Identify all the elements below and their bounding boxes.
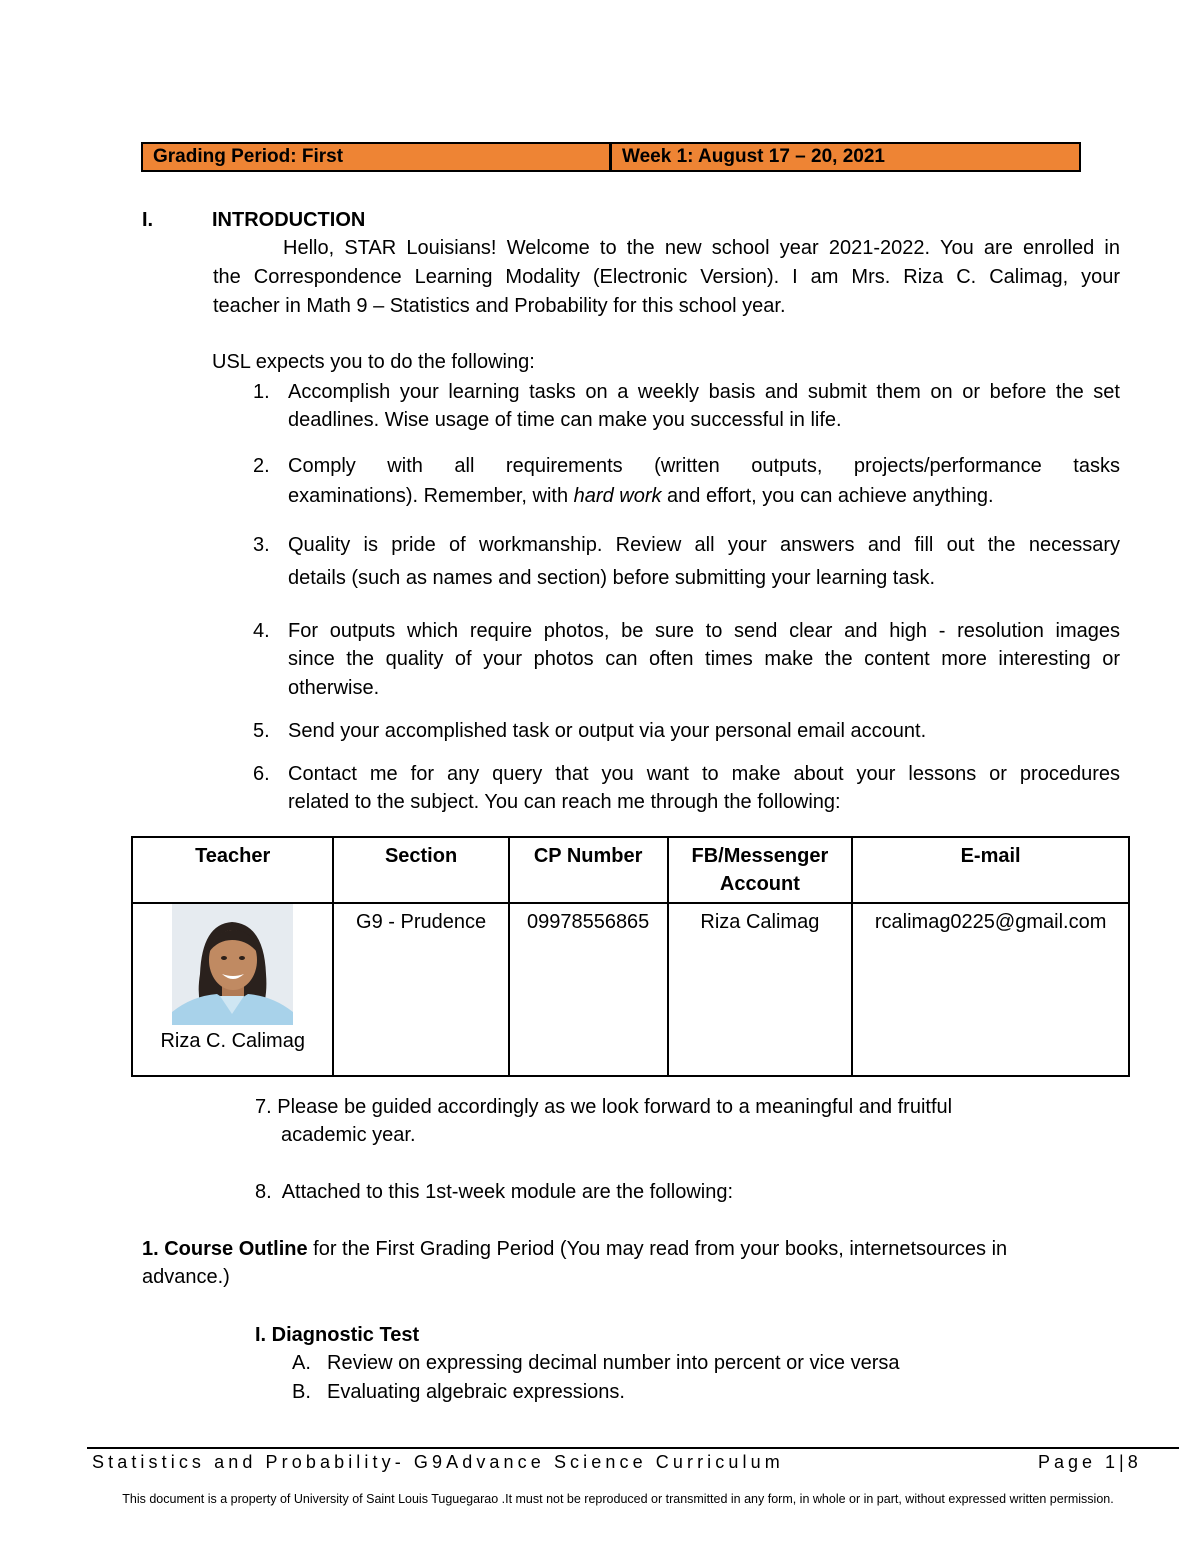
list-item-line: Send your accomplished task or output via your personal email account. [288,720,927,742]
header-section: Section [333,837,508,903]
list-item-line: examinations). Remember, with hard work and effort, you can achieve anything. [288,485,994,507]
list-item-number: 4. [253,620,270,642]
section-heading: INTRODUCTION [212,209,366,231]
fb-account-cell: Riza Calimag [668,903,853,1076]
list-item-line: Quality is pride of workmanship. Review all your answers and fill out the necessary [288,534,1120,556]
list-item-number: 6. [253,763,270,785]
teacher-name: Riza C. Calimag [160,1030,305,1052]
header-fb-account: FB/Messenger Account [668,837,853,903]
sub-item-letter: A. [292,1352,311,1374]
table-row [132,903,1129,1076]
list-item-number: 1. [253,381,270,403]
course-outline-line1: 1. Course Outline for the First Grading Period (You may read from your books, internetsources in [142,1238,1008,1260]
footer-divider [87,1447,1179,1449]
list-item-number: 2. [253,455,270,477]
header-cp-number: CP Number [509,837,668,903]
table-header-row [132,837,1129,903]
list-item-line: since the quality of your photos can often times make the content more interesting or [288,648,1120,670]
header-teacher: Teacher [132,837,333,903]
cp-number-cell: 09978556865 [509,903,668,1076]
email-cell: rcalimag0225@gmail.com [852,903,1129,1076]
list-item-line: Accomplish your learning tasks on a weekly basis and submit them on or before the set [288,381,1120,403]
sub-item-letter: B. [292,1381,311,1403]
grading-period: Grading Period: First [143,144,612,170]
intro-paragraph-line1: Hello, STAR Louisians! Welcome to the new school year 2021-2022. You are enrolled in [283,237,1120,259]
course-outline-line2: advance.) [142,1266,230,1288]
footer-course-title: Statistics and Probability- G9Advance Science Curriculum [92,1452,784,1472]
teacher-portrait-image [172,904,293,1025]
list-item-line: otherwise. [288,677,380,699]
teacher-cell [132,903,333,1076]
list-item-line: related to the subject. You can reach me through the following: [288,791,841,813]
contact-table [131,836,1130,1077]
list-item-line: deadlines. Wise usage of time can make you successful in life. [288,409,842,431]
list-item-number: 3. [253,534,270,556]
intro-paragraph-line2: the Correspondence Learning Modality (Electronic Version). I am Mrs. Riza C. Calimag, your [213,266,1120,288]
list-item-number: 5. [253,720,270,742]
list-item-line: For outputs which require photos, be sure to send clear and high - resolution images [288,620,1120,642]
intro-paragraph-line3: teacher in Math 9 – Statistics and Probability for this school year. [213,295,786,317]
emphasis-text: hard work [573,485,662,507]
teacher-photo [172,904,293,1025]
list-item-line: Contact me for any query that you want to make about your lessons or procedures [288,763,1120,785]
list-item-line: Comply with all requirements (written outputs, projects/performance tasks [288,455,1120,477]
expects-label: USL expects you to do the following: [212,351,535,373]
sub-item-text: Evaluating algebraic expressions. [327,1381,625,1403]
week-label: Week 1: August 17 – 20, 2021 [622,146,885,167]
item-8: 8. Attached to this 1st-week module are the following: [255,1181,734,1203]
section-cell: G9 - Prudence [333,903,508,1076]
sub-item-text: Review on expressing decimal number into percent or vice versa [327,1352,900,1374]
footer-disclaimer: This document is a property of University of Saint Louis Tuguegarao .It must not be reproduced or transmitted in any form, in whole or in part, without expressed written permission. [122,1492,1114,1506]
item-7-line1: 7. Please be guided accordingly as we look forward to a meaningful and fruitful [255,1096,953,1118]
section-numeral: I. [142,209,154,231]
grading-header-bar [141,142,1081,172]
list-item-line: details (such as names and section) before submitting your learning task. [288,567,936,589]
header-email: E-mail [852,837,1129,903]
course-outline-title: 1. Course Outline [142,1238,308,1260]
footer-page-number: Page 1|8 [1038,1452,1142,1472]
diagnostic-test-heading: I. Diagnostic Test [255,1324,420,1346]
item-7-line2: academic year. [281,1124,416,1146]
